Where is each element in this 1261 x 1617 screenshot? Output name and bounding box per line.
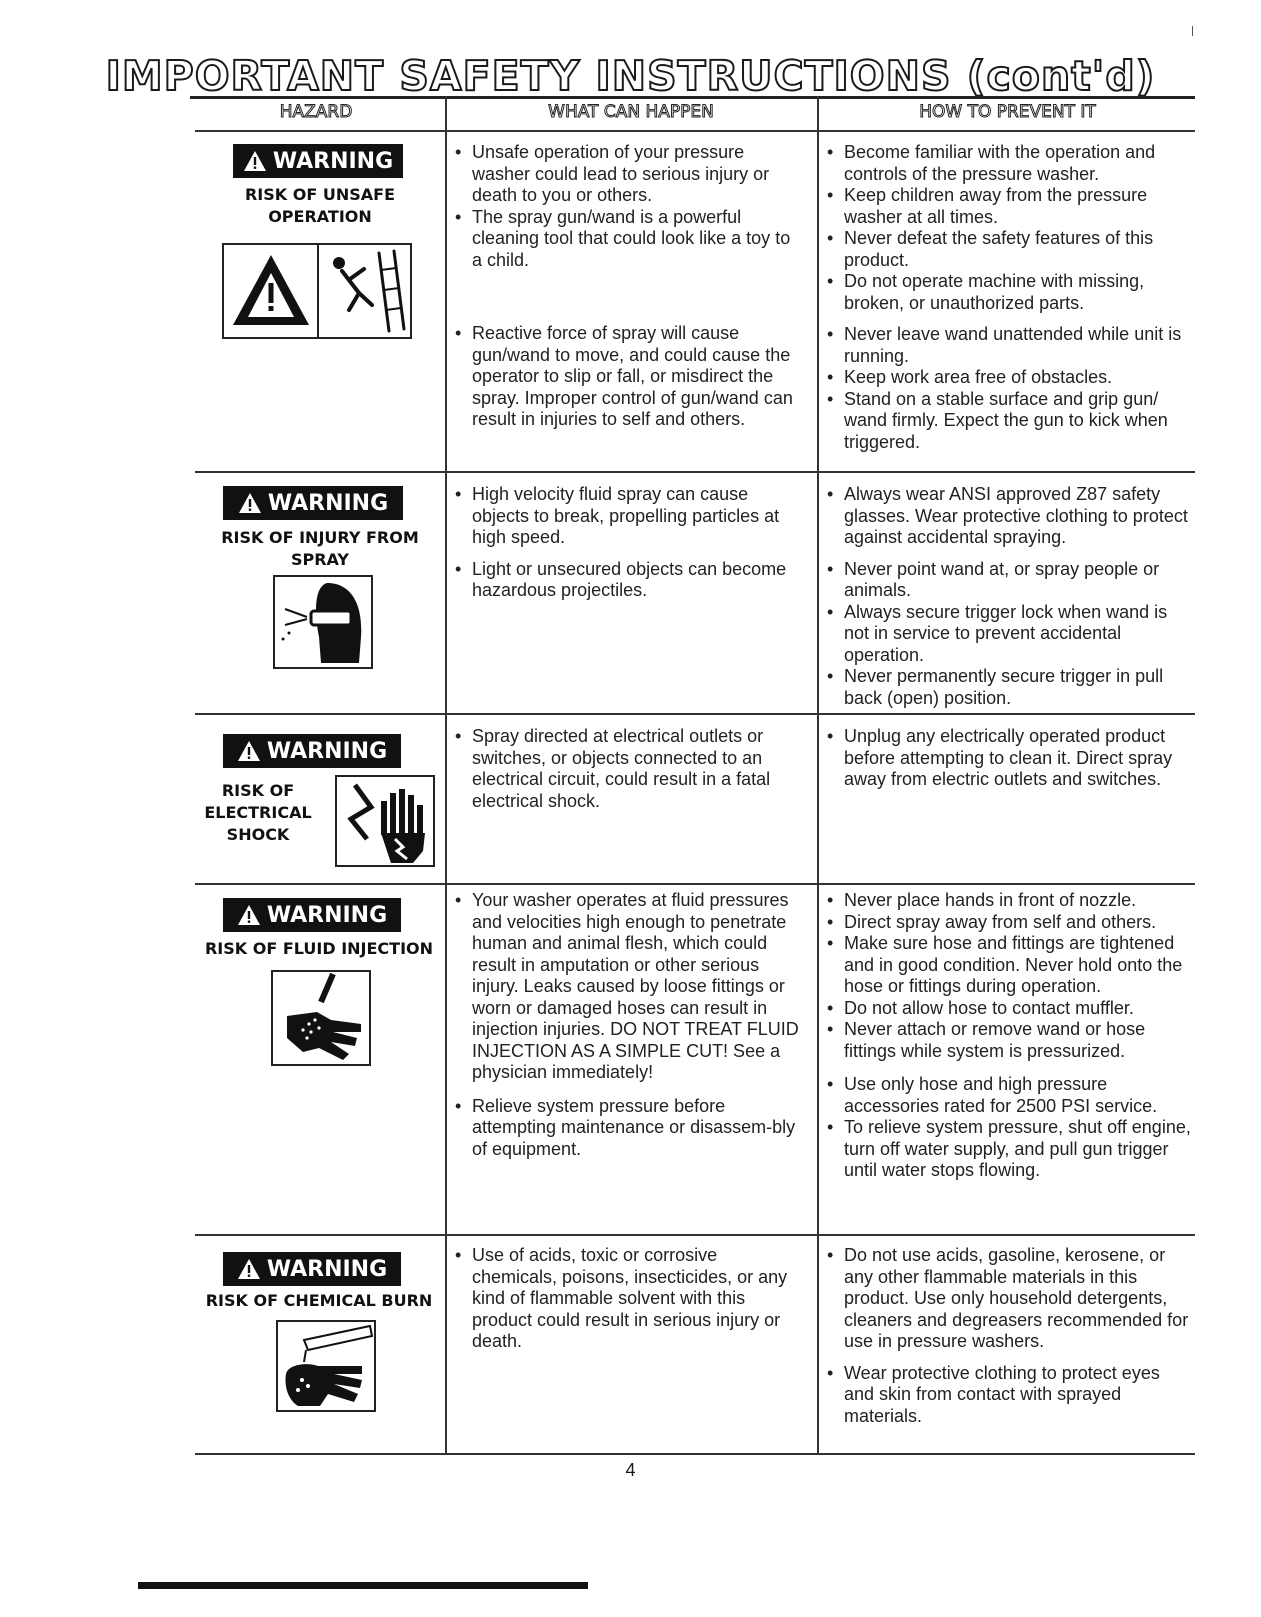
risk-label: RISK OF ELECTRICAL SHOCK [204,781,312,844]
hazard-bullet: • Spray directed at electrical outlets or switches, or objects connected to an electrical circuit, could result in a fatal electrical shock. [455,726,805,812]
what-can-happen-cell [455,890,805,1160]
row-divider [195,883,1195,885]
column-divider [817,96,819,1453]
risk-label: RISK OF FLUID INJECTION [204,939,434,958]
prevention-bullet: • Do not use acids, gasoline, kerosene, or any other flammable materials in this product. Use only household detergents, cleaners and degreasers recommended for use in pressure washers. [827,1245,1192,1353]
prevention-bullet: • Never leave wand unattended while unit is running. [827,324,1192,367]
pictogram-frame [271,970,371,1066]
prevention-bullet: • Always wear ANSI approved Z87 safety glasses. Wear protective clothing to protect against accidental spraying. [827,484,1192,549]
row-divider [195,713,1195,715]
prevention-bullet: • Do not operate machine with missing, broken, or unauthorized parts. [827,271,1192,314]
prevention-bullet: • Unplug any electrically operated product before attempting to clean it. Direct spray away from electric outlets and switches. [827,726,1192,791]
header-rule [195,130,1195,132]
header-what-can-happen: WHAT CAN HAPPEN [548,102,714,122]
hazard-bullet: • Light or unsecured objects can become hazardous projectiles. [455,559,805,602]
scan-edge-bar [138,1582,588,1589]
row-divider [195,471,1195,473]
row-divider [195,1234,1195,1236]
what-can-happen-cell [455,142,805,431]
hazard-bullet: • Your washer operates at fluid pressures and velocities high enough to penetrate human and animal flesh, which could result in amputation or other serious injury. Leaks caused by loose fittings or worn or damaged hoses can result in injection injuries. DO NOT TREAT FLUID INJECTION AS A SIMPLE CUT! See a physician immediately! [455,890,805,1084]
column-divider [445,96,447,1453]
prevention-bullet: • Never permanently secure trigger in pull back (open) position. [827,666,1192,709]
how-to-prevent-cell [827,142,1192,453]
hazard-bullet: • High velocity fluid spray can cause objects to break, propelling particles at high speed. [455,484,805,549]
what-can-happen-cell [455,1245,805,1353]
prevention-bullet: • Never place hands in front of nozzle. [827,890,1192,912]
pictogram-frame [222,243,412,339]
warning-triangle-icon [243,150,267,172]
pictogram-frame [276,1320,376,1412]
title-rule [190,96,1195,99]
what-can-happen-cell [455,726,805,812]
header-how-to-prevent: HOW TO PREVENT IT [919,102,1096,122]
warning-badge-label: WARNING [266,738,388,764]
warning-badge-label: WARNING [266,902,388,928]
prevention-bullet: • Always secure trigger lock when wand is not in service to prevent accidental operation. [827,602,1192,667]
warning-triangle-icon [233,255,309,325]
hazard-bullet: • The spray gun/wand is a powerful cleaning tool that could look like a toy to a child. [455,207,805,272]
how-to-prevent-cell [827,484,1192,709]
prevention-bullet: • Make sure hose and fittings are tightened and in good condition. Never hold onto the hose or fittings during operation. [827,933,1192,998]
how-to-prevent-cell [827,1245,1192,1427]
prevention-bullet: • Never attach or remove wand or hose fittings while system is pressurized. [827,1019,1192,1062]
electric-shock-hand-icon [337,777,433,865]
warning-badge-label: WARNING [272,148,394,174]
page-number: 4 [625,1460,636,1480]
prevention-bullet: • To relieve system pressure, shut off engine, turn off water supply, and pull gun trigger until water stops flowing. [827,1117,1192,1182]
warning-triangle-icon [237,1258,261,1280]
warning-badge-label: WARNING [267,490,389,516]
chemical-burn-hand-icon [278,1322,374,1410]
prevention-bullet: • Keep children away from the pressure washer at all times. [827,185,1192,228]
hazard-bullet: • Reactive force of spray will cause gun/wand to move, and could cause the operator to slip or fall, or misdirect the spray. Improper control of gun/wand can result in injuries to self and others. [455,323,805,431]
person-slipping-ladder-icon [333,251,404,331]
what-can-happen-cell [455,484,805,602]
safety-goggles-icon [275,577,371,667]
warning-badge [233,144,403,178]
how-to-prevent-cell [827,726,1192,791]
warning-badge [223,734,401,768]
risk-label: RISK OF INJURY FROM SPRAY [221,528,419,569]
warning-badge-label: WARNING [266,1256,388,1282]
prevention-bullet: • Never defeat the safety features of this product. [827,228,1192,271]
page-title: IMPORTANT SAFETY INSTRUCTIONS (cont'd) [105,52,1156,100]
warning-badge [223,486,403,520]
how-to-prevent-cell [827,890,1192,1182]
header-hazard: HAZARD [279,102,353,122]
margin-tick [1192,26,1193,36]
warning-badge [223,1252,401,1286]
warning-triangle-icon [237,740,261,762]
hazard-bullet: • Use of acids, toxic or corrosive chemicals, poisons, insecticides, or any kind of flammable solvent with this product could result in serious injury or death. [455,1245,805,1353]
prevention-bullet: • Wear protective clothing to protect eyes and skin from contact with sprayed materials. [827,1363,1192,1428]
prevention-bullet: • Do not allow hose to contact muffler. [827,998,1192,1020]
prevention-bullet: • Use only hose and high pressure accessories rated for 2500 PSI service. [827,1074,1192,1117]
risk-label: RISK OF UNSAFE OPERATION [244,185,395,226]
prevention-bullet: • Direct spray away from self and others. [827,912,1192,934]
pictogram-frame [273,575,373,669]
warning-triangle-icon [238,492,262,514]
prevention-bullet: • Stand on a stable surface and grip gun/ wand firmly. Expect the gun to kick when triggered. [827,389,1192,454]
warning-triangle-icon [237,904,261,926]
prevention-bullet: • Never point wand at, or spray people or animals. [827,559,1192,602]
risk-label: RISK OF CHEMICAL BURN [205,1291,433,1310]
hazard-bullet: • Unsafe operation of your pressure washer could lead to serious injury or death to you or others. [455,142,805,207]
prevention-bullet: • Keep work area free of obstacles. [827,367,1192,389]
fluid-injection-hand-icon [273,972,369,1064]
prevention-bullet: • Become familiar with the operation and controls of the pressure washer. [827,142,1192,185]
hazard-bullet: • Relieve system pressure before attempting maintenance or disassem-bly of equipment. [455,1096,805,1161]
table-bottom-rule [195,1453,1195,1455]
pictogram-frame [335,775,435,867]
warning-badge [223,898,401,932]
